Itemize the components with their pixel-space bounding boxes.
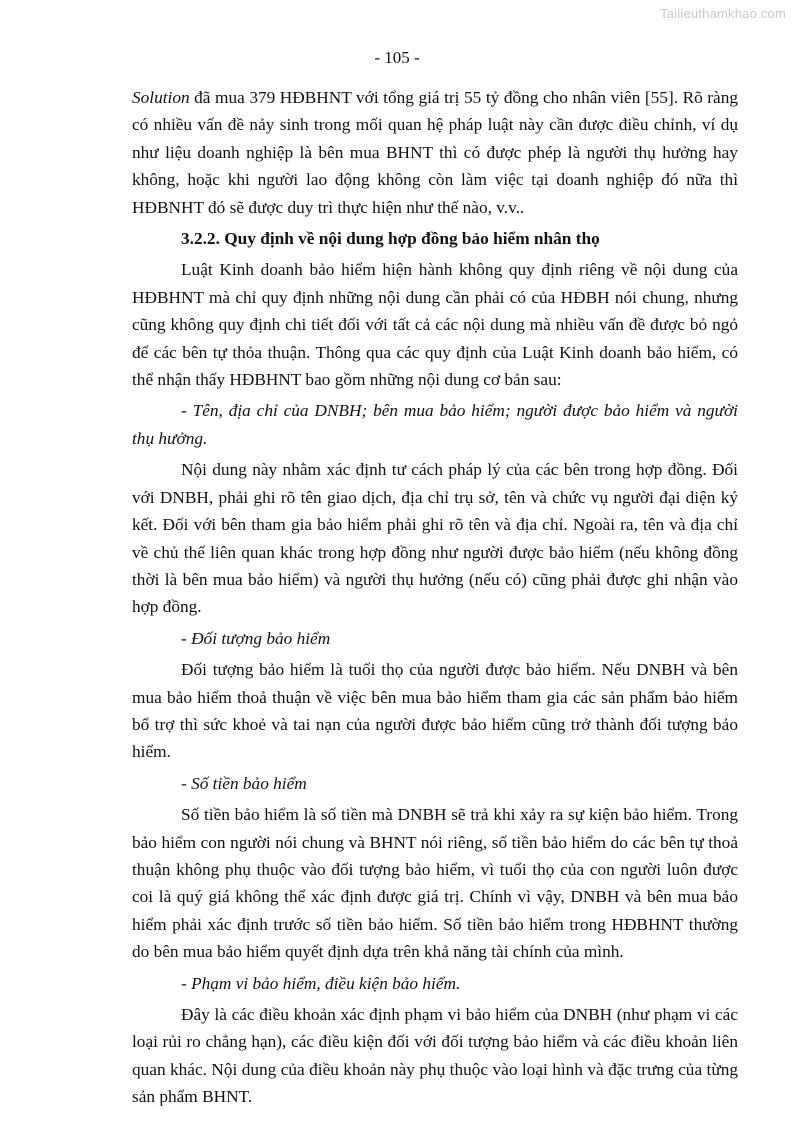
paragraph-continuation-text: đã mua 379 HĐBHNT với tổng giá trị 55 tỷ đồng cho nhân viên [55]. Rõ ràng có nhiều vấn đề nảy sinh trong mối quan hệ pháp luật này cần được điều chỉnh, ví dụ như liệu doanh nghiệp là bên mua BHNT thì có được phép là người thụ hưởng hay không, hoặc khi người lao động không còn làm việc tại doanh nghiệp đó nữa thì HĐBNHT đó sẽ được duy trì thực hiện như thế nào, v.v.. xyxy=(132,88,738,217)
paragraph-continuation xyxy=(132,84,738,221)
list-item-scope: - Phạm vi bảo hiểm, điều kiện bảo hiểm. xyxy=(181,973,461,993)
paragraph-continuation-italic: Solution xyxy=(132,88,190,107)
paragraph-scope: Đây là các điều khoản xác định phạm vi bảo hiểm của DNBH (như phạm vi các loại rủi ro chẳng hạn), các điều kiện đối với đối tượng bảo hiểm và các điều khoản liên quan khác. Nội dung của điều khoản này phụ thuộc vào loại hình và đặc trưng của từng sản phẩm BHNT. xyxy=(132,1005,738,1107)
watermark-text: Tailieuthamkhao.com xyxy=(660,6,786,21)
paragraph-parties: Nội dung này nhằm xác định tư cách pháp lý của các bên trong hợp đồng. Đối với DNBH, phải ghi rõ tên giao dịch, địa chỉ trụ sở, tên và chức vụ người đại diện ký kết. Đối với bên tham gia bảo hiểm phải ghi rõ tên và địa chỉ. Ngoài ra, tên và địa chỉ về chủ thể liên quan khác trong hợp đồng như người được bảo hiểm (nếu không đồng thời là bên mua bảo hiểm) và người thụ hưởng (nếu có) cũng phải được ghi nhận vào hợp đồng. xyxy=(132,460,738,617)
page-number: - 105 - xyxy=(374,48,420,67)
paragraph-sum-insured: Số tiền bảo hiểm là số tiền mà DNBH sẽ trả khi xảy ra sự kiện bảo hiểm. Trong bảo hiểm con người nói chung và BHNT nói riêng, số tiền bảo hiểm do các bên tự thoả thuận không phụ thuộc vào đối tượng bảo hiểm, vì tuổi thọ của con người luôn được coi là quý giá không thể xác định được giá trị. Chính vì vậy, DNBH và bên mua bảo hiểm phải xác định trước số tiền bảo hiểm. Số tiền bảo hiểm trong HĐBHNT thường do bên mua bảo hiểm quyết định dựa trên khả năng tài chính của mình. xyxy=(132,805,738,962)
list-item-parties: - Tên, địa chỉ của DNBH; bên mua bảo hiểm; người được bảo hiểm và người thụ hưởng. xyxy=(132,401,738,448)
section-heading: 3.2.2. Quy định về nội dung hợp đồng bảo hiểm nhân thọ xyxy=(181,229,600,249)
paragraph-intro: Luật Kinh doanh bảo hiểm hiện hành không quy định riêng về nội dung của HĐBHNT mà chỉ quy định những nội dung cần phải có của HĐBH nói chung, nhưng cũng không quy định chi tiết đối với tất cả các nội dung mà nhiều vấn đề được bỏ ngỏ để các bên tự thỏa thuận. Thông qua các quy định của Luật Kinh doanh bảo hiểm, có thể nhận thấy HĐBHNT bao gồm những nội dung cơ bản sau: xyxy=(132,260,738,390)
document-body xyxy=(132,84,738,1115)
paragraph-insured-object: Đối tượng bảo hiểm là tuổi thọ của người được bảo hiểm. Nếu DNBH và bên mua bảo hiểm thoả thuận về việc bên mua bảo hiểm tham gia các sản phẩm bảo hiểm bổ trợ thì sức khoẻ và tai nạn của người được bảo hiểm cũng trở thành đối tượng bảo hiểm. xyxy=(132,660,738,762)
list-item-sum-insured: - Số tiền bảo hiểm xyxy=(181,773,307,793)
list-item-insured-object: - Đối tượng bảo hiểm xyxy=(181,628,331,648)
